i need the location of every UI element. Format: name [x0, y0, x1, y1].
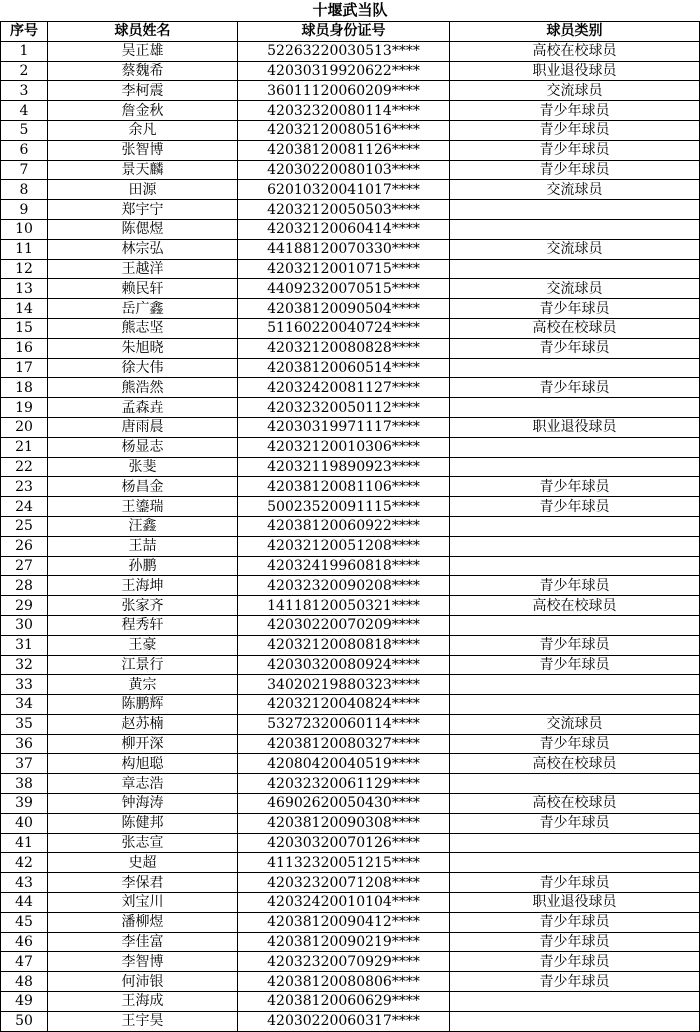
- cell-id-number: 42032120010306****: [238, 437, 450, 457]
- cell-player-name: 潘柳煜: [48, 912, 238, 932]
- cell-player-name: 詹金秋: [48, 101, 238, 121]
- cell-player-category: 高校在校球员: [450, 318, 700, 338]
- page-title: 十堰武当队: [312, 1, 388, 19]
- cell-id-number: 42038120090504****: [238, 299, 450, 319]
- cell-player-name: 孙鹏: [48, 556, 238, 576]
- cell-player-category: 青少年球员: [450, 160, 700, 180]
- cell-index: 30: [1, 615, 48, 635]
- table-header-row: [1, 22, 700, 42]
- table-row: [1, 398, 700, 418]
- cell-player-name: 王鎏瑞: [48, 497, 238, 517]
- cell-player-name: 孟森垚: [48, 398, 238, 418]
- cell-index: 25: [1, 516, 48, 536]
- table-row: [1, 675, 700, 695]
- cell-player-category: 职业退役球员: [450, 61, 700, 81]
- cell-index: 10: [1, 219, 48, 239]
- cell-player-name: 王海坤: [48, 576, 238, 596]
- cell-index: 16: [1, 338, 48, 358]
- cell-player-category: 青少年球员: [450, 912, 700, 932]
- cell-index: 43: [1, 873, 48, 893]
- cell-index: 3: [1, 81, 48, 101]
- cell-player-name: 王海成: [48, 992, 238, 1012]
- cell-index: 48: [1, 972, 48, 992]
- table-row: [1, 873, 700, 893]
- cell-id-number: 42032419960818****: [238, 556, 450, 576]
- cell-id-number: 34020219880323****: [238, 675, 450, 695]
- cell-player-name: 李柯震: [48, 81, 238, 101]
- cell-player-category: 交流球员: [450, 81, 700, 101]
- table-row: [1, 120, 700, 140]
- cell-index: 19: [1, 398, 48, 418]
- table-row: [1, 279, 700, 299]
- cell-id-number: 42038120081106****: [238, 477, 450, 497]
- cell-player-name: 刘宝川: [48, 893, 238, 913]
- table-row: [1, 596, 700, 616]
- cell-id-number: 42030220070209****: [238, 615, 450, 635]
- cell-player-name: 史超: [48, 853, 238, 873]
- cell-index: 13: [1, 279, 48, 299]
- cell-id-number: 42038120081126****: [238, 140, 450, 160]
- cell-player-category: 青少年球员: [450, 734, 700, 754]
- cell-index: 5: [1, 120, 48, 140]
- header-player-category: 球员类别: [450, 22, 700, 42]
- cell-index: 34: [1, 695, 48, 715]
- table-row: [1, 774, 700, 794]
- cell-index: 32: [1, 655, 48, 675]
- table-row: [1, 259, 700, 279]
- cell-player-category: 高校在校球员: [450, 754, 700, 774]
- cell-player-category: 高校在校球员: [450, 596, 700, 616]
- cell-id-number: 42032320090208****: [238, 576, 450, 596]
- cell-player-category: [450, 695, 700, 715]
- cell-player-category: [450, 675, 700, 695]
- cell-player-name: 余凡: [48, 120, 238, 140]
- cell-player-name: 李智博: [48, 952, 238, 972]
- cell-player-category: [450, 457, 700, 477]
- cell-player-name: 汪鑫: [48, 516, 238, 536]
- cell-player-name: 何沛银: [48, 972, 238, 992]
- cell-index: 21: [1, 437, 48, 457]
- cell-id-number: 42080420040519****: [238, 754, 450, 774]
- cell-id-number: 42038120060629****: [238, 992, 450, 1012]
- cell-id-number: 42032420010104****: [238, 893, 450, 913]
- cell-id-number: 42038120090412****: [238, 912, 450, 932]
- cell-index: 12: [1, 259, 48, 279]
- cell-id-number: 42032320070929****: [238, 952, 450, 972]
- cell-player-category: 高校在校球员: [450, 794, 700, 814]
- cell-id-number: 42038120090219****: [238, 932, 450, 952]
- cell-id-number: 42038120080806****: [238, 972, 450, 992]
- table-row: [1, 299, 700, 319]
- cell-player-category: [450, 615, 700, 635]
- table-row: [1, 140, 700, 160]
- table-row: [1, 318, 700, 338]
- table-row: [1, 457, 700, 477]
- cell-index: 37: [1, 754, 48, 774]
- cell-player-name: 林宗弘: [48, 239, 238, 259]
- cell-player-name: 赖民轩: [48, 279, 238, 299]
- table-row: [1, 734, 700, 754]
- cell-player-category: 青少年球员: [450, 932, 700, 952]
- cell-player-name: 构旭聪: [48, 754, 238, 774]
- header-id-number: 球员身份证号: [238, 22, 450, 42]
- cell-id-number: 42038120080327****: [238, 734, 450, 754]
- cell-player-name: 郑宇宁: [48, 200, 238, 220]
- table-row: [1, 1011, 700, 1031]
- cell-id-number: 42032320071208****: [238, 873, 450, 893]
- cell-player-category: 青少年球员: [450, 952, 700, 972]
- cell-player-category: [450, 536, 700, 556]
- cell-id-number: 42038120060514****: [238, 358, 450, 378]
- cell-id-number: 46902620050430****: [238, 794, 450, 814]
- table-row: [1, 417, 700, 437]
- table-row: [1, 695, 700, 715]
- cell-player-name: 杨昌金: [48, 477, 238, 497]
- cell-id-number: 42032320061129****: [238, 774, 450, 794]
- table-row: [1, 992, 700, 1012]
- table-row: [1, 536, 700, 556]
- cell-player-name: 徐大伟: [48, 358, 238, 378]
- cell-player-category: [450, 200, 700, 220]
- cell-id-number: 44092320070515****: [238, 279, 450, 299]
- cell-index: 26: [1, 536, 48, 556]
- cell-index: 24: [1, 497, 48, 517]
- cell-player-category: 交流球员: [450, 279, 700, 299]
- header-index: 序号: [1, 22, 48, 42]
- cell-index: 44: [1, 893, 48, 913]
- cell-player-category: [450, 398, 700, 418]
- cell-index: 23: [1, 477, 48, 497]
- cell-player-name: 章志浩: [48, 774, 238, 794]
- table-body: [1, 41, 700, 1031]
- cell-player-category: [450, 1011, 700, 1031]
- table-row: [1, 516, 700, 536]
- cell-id-number: 42030320080924****: [238, 655, 450, 675]
- cell-id-number: 42038120060922****: [238, 516, 450, 536]
- table-row: [1, 239, 700, 259]
- cell-index: 28: [1, 576, 48, 596]
- table-row: [1, 932, 700, 952]
- cell-id-number: 42032420081127****: [238, 378, 450, 398]
- cell-id-number: 53272320060114****: [238, 714, 450, 734]
- cell-index: 6: [1, 140, 48, 160]
- cell-index: 40: [1, 813, 48, 833]
- cell-index: 50: [1, 1011, 48, 1031]
- cell-player-category: [450, 358, 700, 378]
- table-row: [1, 893, 700, 913]
- cell-id-number: 50023520091115****: [238, 497, 450, 517]
- cell-player-name: 陈偲煜: [48, 219, 238, 239]
- cell-id-number: 42032120051208****: [238, 536, 450, 556]
- table-row: [1, 972, 700, 992]
- cell-index: 15: [1, 318, 48, 338]
- table-row: [1, 41, 700, 61]
- header-player-name: 球员姓名: [48, 22, 238, 42]
- table-row: [1, 952, 700, 972]
- table-row: [1, 754, 700, 774]
- cell-player-name: 陈鹏辉: [48, 695, 238, 715]
- cell-player-name: 唐雨晨: [48, 417, 238, 437]
- table-row: [1, 912, 700, 932]
- cell-player-name: 黄宗: [48, 675, 238, 695]
- cell-player-name: 岳广鑫: [48, 299, 238, 319]
- cell-player-category: 青少年球员: [450, 477, 700, 497]
- cell-index: 4: [1, 101, 48, 121]
- cell-player-category: [450, 437, 700, 457]
- cell-player-name: 熊志坚: [48, 318, 238, 338]
- cell-index: 47: [1, 952, 48, 972]
- cell-id-number: 42032320080114****: [238, 101, 450, 121]
- cell-index: 18: [1, 378, 48, 398]
- cell-id-number: 42030320070126****: [238, 833, 450, 853]
- cell-index: 2: [1, 61, 48, 81]
- cell-id-number: 42032119890923****: [238, 457, 450, 477]
- cell-index: 8: [1, 180, 48, 200]
- cell-id-number: 42032120050503****: [238, 200, 450, 220]
- cell-player-name: 江景行: [48, 655, 238, 675]
- cell-index: 20: [1, 417, 48, 437]
- table-row: [1, 853, 700, 873]
- cell-player-category: 青少年球员: [450, 299, 700, 319]
- cell-id-number: 42032120060414****: [238, 219, 450, 239]
- table-row: [1, 378, 700, 398]
- cell-index: 29: [1, 596, 48, 616]
- cell-player-name: 蔡魏希: [48, 61, 238, 81]
- table-row: [1, 477, 700, 497]
- cell-index: 33: [1, 675, 48, 695]
- cell-player-category: 青少年球员: [450, 101, 700, 121]
- cell-id-number: 44188120070330****: [238, 239, 450, 259]
- cell-index: 14: [1, 299, 48, 319]
- cell-player-name: 陈健邦: [48, 813, 238, 833]
- cell-id-number: 42030220080103****: [238, 160, 450, 180]
- cell-index: 46: [1, 932, 48, 952]
- cell-index: 17: [1, 358, 48, 378]
- cell-player-category: 青少年球员: [450, 813, 700, 833]
- cell-player-name: 程秀轩: [48, 615, 238, 635]
- cell-index: 45: [1, 912, 48, 932]
- table-row: [1, 556, 700, 576]
- cell-player-category: [450, 992, 700, 1012]
- cell-id-number: 42032320050112****: [238, 398, 450, 418]
- cell-player-category: [450, 853, 700, 873]
- cell-index: 22: [1, 457, 48, 477]
- cell-index: 1: [1, 41, 48, 61]
- table-row: [1, 200, 700, 220]
- cell-player-name: 熊浩然: [48, 378, 238, 398]
- table-row: [1, 714, 700, 734]
- cell-player-category: 交流球员: [450, 180, 700, 200]
- cell-index: 7: [1, 160, 48, 180]
- cell-id-number: 52263220030513****: [238, 41, 450, 61]
- cell-id-number: 42032120010715****: [238, 259, 450, 279]
- cell-player-name: 张志宣: [48, 833, 238, 853]
- cell-id-number: 62010320041017****: [238, 180, 450, 200]
- cell-id-number: 42030319971117****: [238, 417, 450, 437]
- cell-player-name: 景天麟: [48, 160, 238, 180]
- cell-player-category: 青少年球员: [450, 378, 700, 398]
- cell-id-number: 42032120040824****: [238, 695, 450, 715]
- cell-player-category: 青少年球员: [450, 576, 700, 596]
- table-row: [1, 61, 700, 81]
- table-row: [1, 101, 700, 121]
- cell-player-name: 李佳富: [48, 932, 238, 952]
- table-row: [1, 338, 700, 358]
- table-row: [1, 655, 700, 675]
- cell-player-category: 青少年球员: [450, 120, 700, 140]
- cell-index: 39: [1, 794, 48, 814]
- cell-player-name: 王豪: [48, 635, 238, 655]
- cell-player-category: 青少年球员: [450, 972, 700, 992]
- cell-index: 49: [1, 992, 48, 1012]
- cell-id-number: 51160220040724****: [238, 318, 450, 338]
- cell-player-category: 青少年球员: [450, 497, 700, 517]
- cell-index: 38: [1, 774, 48, 794]
- table-row: [1, 358, 700, 378]
- cell-player-category: 高校在校球员: [450, 41, 700, 61]
- table-row: [1, 813, 700, 833]
- roster-table: [0, 21, 700, 1032]
- table-row: [1, 219, 700, 239]
- cell-id-number: 36011120060209****: [238, 81, 450, 101]
- table-row: [1, 615, 700, 635]
- cell-player-category: 青少年球员: [450, 873, 700, 893]
- cell-player-name: 杨显志: [48, 437, 238, 457]
- cell-player-category: [450, 516, 700, 536]
- cell-player-name: 王喆: [48, 536, 238, 556]
- cell-player-category: 青少年球员: [450, 140, 700, 160]
- cell-index: 42: [1, 853, 48, 873]
- cell-player-category: 职业退役球员: [450, 893, 700, 913]
- cell-player-name: 柳开深: [48, 734, 238, 754]
- cell-index: 36: [1, 734, 48, 754]
- table-row: [1, 635, 700, 655]
- table-row: [1, 437, 700, 457]
- cell-player-category: 青少年球员: [450, 338, 700, 358]
- cell-index: 35: [1, 714, 48, 734]
- cell-player-name: 王越洋: [48, 259, 238, 279]
- cell-player-name: 朱旭晓: [48, 338, 238, 358]
- cell-player-name: 田源: [48, 180, 238, 200]
- cell-player-category: 青少年球员: [450, 635, 700, 655]
- cell-player-name: 王宇昊: [48, 1011, 238, 1031]
- cell-player-category: [450, 774, 700, 794]
- cell-id-number: 41132320051215****: [238, 853, 450, 873]
- cell-player-category: [450, 259, 700, 279]
- cell-id-number: 42032120080516****: [238, 120, 450, 140]
- cell-player-name: 吴正雄: [48, 41, 238, 61]
- cell-index: 27: [1, 556, 48, 576]
- cell-player-category: 职业退役球员: [450, 417, 700, 437]
- cell-player-name: 张斐: [48, 457, 238, 477]
- cell-index: 41: [1, 833, 48, 853]
- cell-player-name: 钟海涛: [48, 794, 238, 814]
- cell-player-name: 张家齐: [48, 596, 238, 616]
- cell-player-category: 青少年球员: [450, 655, 700, 675]
- cell-player-category: [450, 219, 700, 239]
- cell-id-number: 42038120090308****: [238, 813, 450, 833]
- cell-index: 9: [1, 200, 48, 220]
- cell-player-category: 交流球员: [450, 239, 700, 259]
- cell-index: 11: [1, 239, 48, 259]
- table-row: [1, 794, 700, 814]
- cell-index: 31: [1, 635, 48, 655]
- cell-player-category: 交流球员: [450, 714, 700, 734]
- cell-id-number: 42030220060317****: [238, 1011, 450, 1031]
- cell-id-number: 42032120080828****: [238, 338, 450, 358]
- cell-id-number: 42030319920622****: [238, 61, 450, 81]
- table-row: [1, 833, 700, 853]
- cell-player-name: 李保君: [48, 873, 238, 893]
- cell-id-number: 14118120050321****: [238, 596, 450, 616]
- cell-player-name: 赵苏楠: [48, 714, 238, 734]
- cell-player-category: [450, 556, 700, 576]
- table-row: [1, 81, 700, 101]
- table-row: [1, 576, 700, 596]
- table-row: [1, 180, 700, 200]
- table-row: [1, 160, 700, 180]
- cell-player-name: 张智博: [48, 140, 238, 160]
- cell-player-category: [450, 833, 700, 853]
- cell-id-number: 42032120080818****: [238, 635, 450, 655]
- table-row: [1, 497, 700, 517]
